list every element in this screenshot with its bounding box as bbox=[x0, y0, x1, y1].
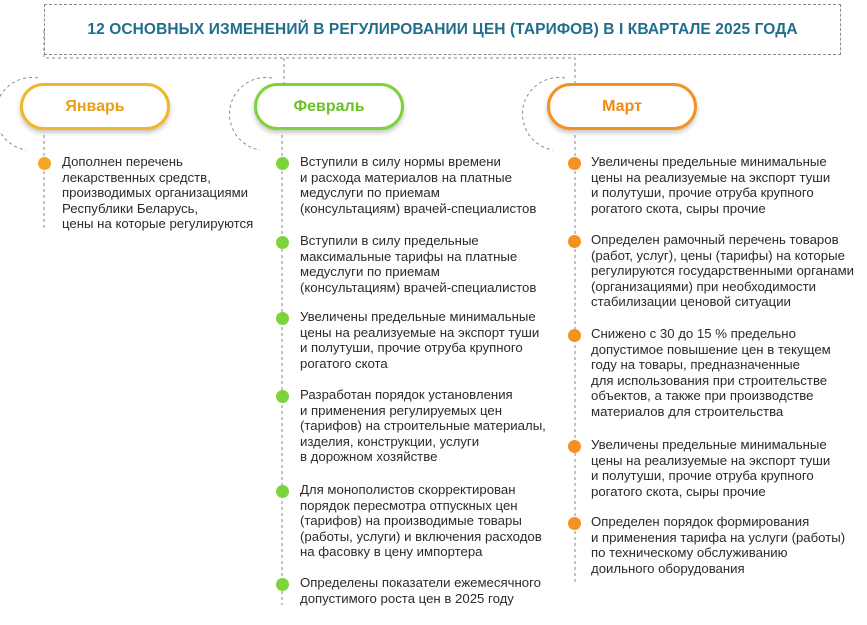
item-text: Увеличены предельные минимальные цены на реализуемые на экспорт туши и полутуши, прочие отруба крупного рогатого скота, сыры прочие bbox=[591, 154, 831, 216]
february-item-3 bbox=[300, 309, 539, 371]
item-text: Определен рамочный перечень товаров (работ, услуг), цены (тарифы) на которые регулируются государственными органами (организациями) при необходимости стабилизации ценовой ситуации bbox=[591, 232, 855, 310]
bullet-dot bbox=[568, 329, 581, 342]
page-title: 12 ОСНОВНЫХ ИЗМЕНЕНИЙ В РЕГУЛИРОВАНИИ ЦЕН (ТАРИФОВ) В I КВАРТАЛЕ 2025 ГОДА bbox=[44, 4, 841, 55]
bullet-dot bbox=[276, 485, 289, 498]
bullet-dot bbox=[568, 517, 581, 530]
bullet-dot bbox=[276, 236, 289, 249]
bullet-dot bbox=[568, 440, 581, 453]
item-text: Вступили в силу нормы времени и расхода материалов на платные медуслуги по приемам (консультациям) врачей-специалистов bbox=[300, 154, 537, 216]
bullet-dot bbox=[38, 157, 51, 170]
bullet-dot bbox=[276, 578, 289, 591]
bullet-dot bbox=[276, 157, 289, 170]
item-text: Снижено с 30 до 15 % предельно допустимое повышение цен в текущем году на товары, предназначенные для использования при строительстве объектов, а также при производстве материалов для строительства bbox=[591, 326, 831, 419]
item-text: Увеличены предельные минимальные цены на реализуемые на экспорт туши и полутуши, прочие отруба крупного рогатого скота bbox=[300, 309, 540, 371]
february-item-1 bbox=[300, 154, 536, 216]
february-item-4 bbox=[300, 387, 546, 465]
item-text: Дополнен перечень лекарственных средств, производимых организациями Республики Беларусь, цены на которые регулируются bbox=[62, 154, 254, 232]
bullet-dot bbox=[568, 157, 581, 170]
item-text: Вступили в силу предельные максимальные тарифы на платные медуслуги по приемам (консультациям) врачей-специалистов bbox=[300, 233, 537, 295]
january-item-1 bbox=[62, 154, 253, 232]
february-item-5 bbox=[300, 482, 542, 560]
march-item-3 bbox=[591, 326, 831, 420]
item-text: Увеличены предельные минимальные цены на реализуемые на экспорт туши и полутуши, прочие отруба крупного рогатого скота, сыры прочие bbox=[591, 437, 831, 499]
item-text: Определены показатели ежемесячного допустимого роста цен в 2025 году bbox=[300, 575, 541, 606]
month-january: Январь bbox=[20, 83, 170, 130]
item-text: Для монополистов скорректирован порядок пересмотра отпускных цен (тарифов) на производимые товары (работы, услуги) и включения расходов на фасовку в цену импортера bbox=[300, 482, 542, 560]
february-item-2 bbox=[300, 233, 536, 295]
month-february: Февраль bbox=[254, 83, 404, 130]
month-march: Март bbox=[547, 83, 697, 130]
february-item-6 bbox=[300, 575, 541, 606]
bullet-dot bbox=[276, 390, 289, 403]
march-item-1 bbox=[591, 154, 830, 216]
item-text: Определен порядок формирования и применения тарифа на услуги (работы) по техническому обслуживанию доильного оборудования bbox=[591, 514, 846, 576]
march-item-4 bbox=[591, 437, 830, 499]
bullet-dot bbox=[568, 235, 581, 248]
march-item-2 bbox=[591, 232, 854, 310]
item-text: Разработан порядок установления и применения регулируемых цен (тарифов) на строительные материалы, изделия, конструкции, услуги в дорожном хозяйстве bbox=[300, 387, 546, 465]
bullet-dot bbox=[276, 312, 289, 325]
march-item-5 bbox=[591, 514, 845, 576]
